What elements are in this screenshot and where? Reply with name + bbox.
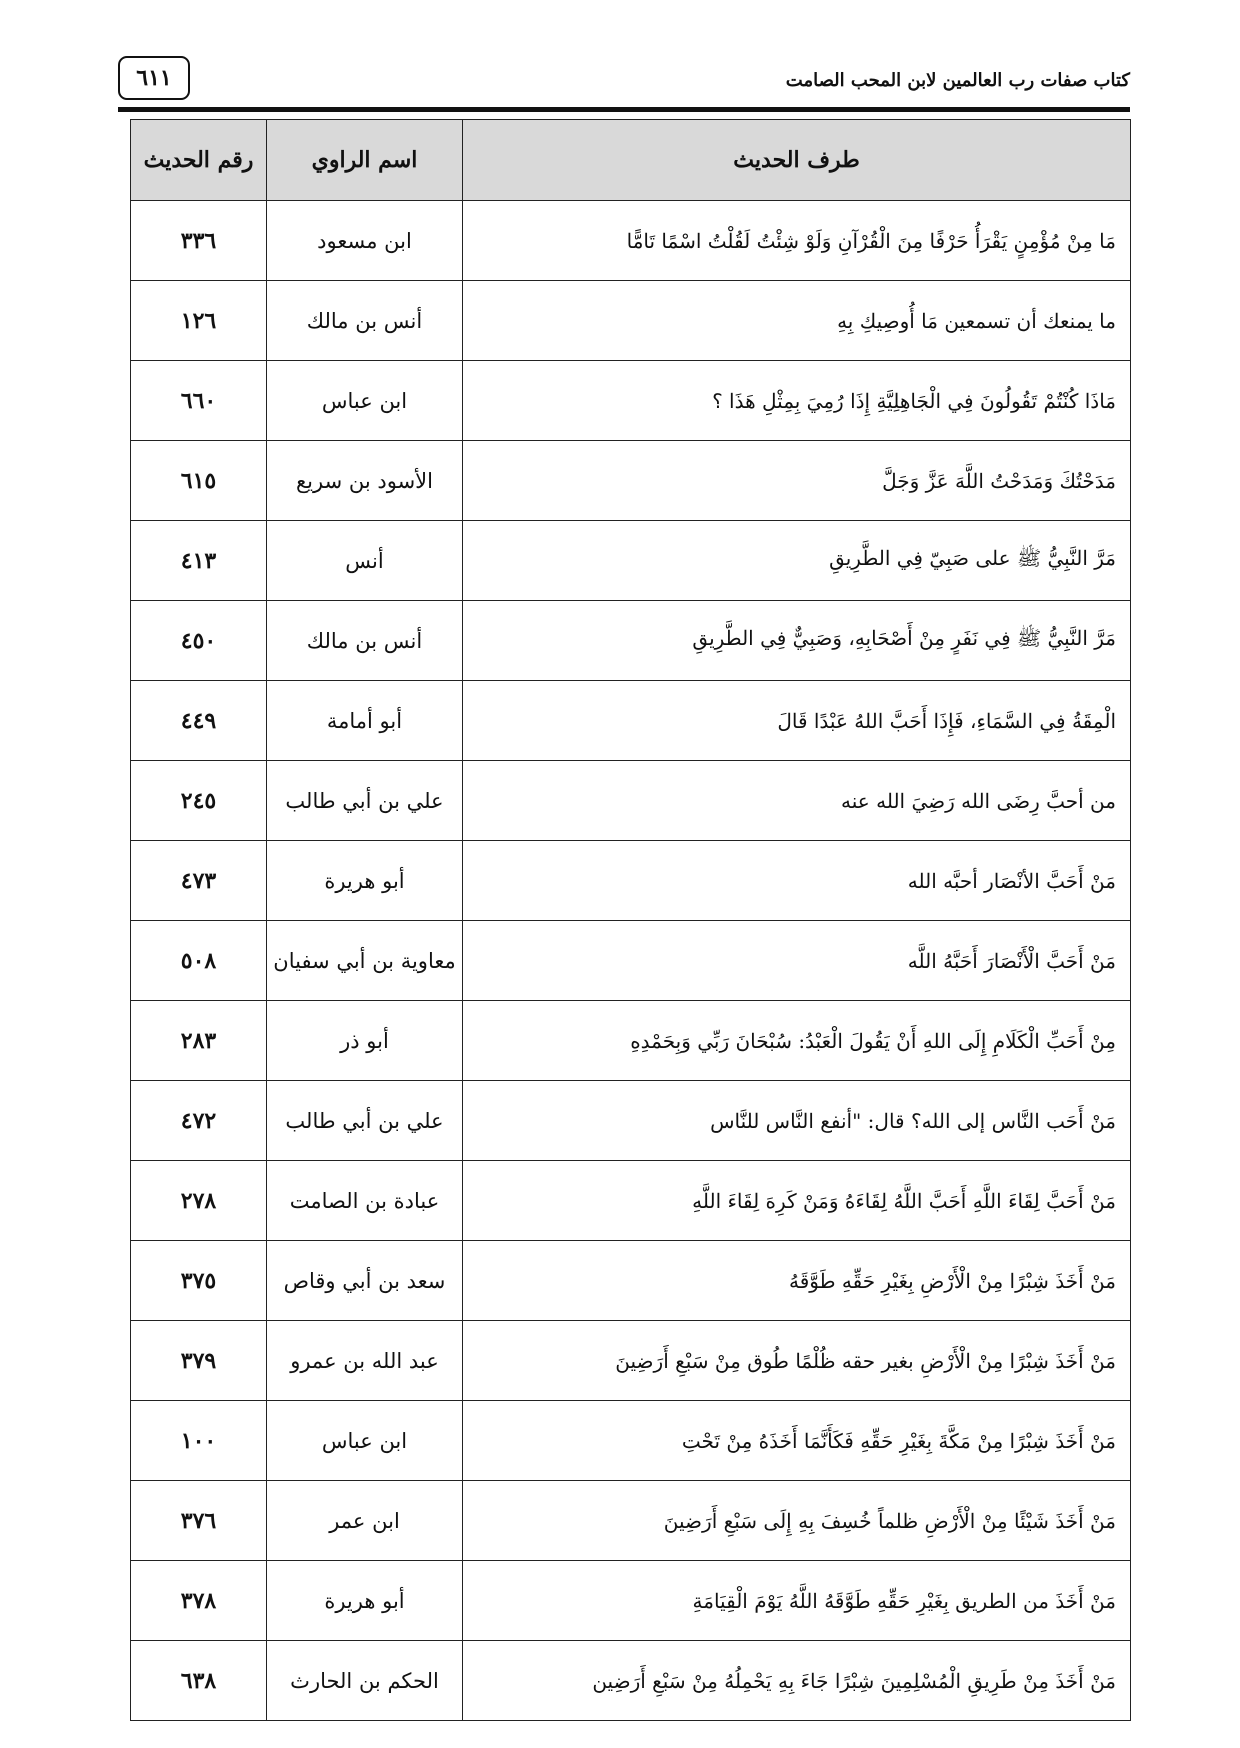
table-row [131, 1561, 1131, 1641]
narrator-cell: عبد الله بن عمرو [267, 1321, 463, 1401]
hadith-text-cell: مَنْ أَخَذَ شِبْرًا مِنْ الْأَرْضِ بغير حقه ظُلْمًا طُوق مِنْ سَبْعِ أَرَضِينَ [463, 1321, 1131, 1401]
hadith-number-cell: ٦١٥ [131, 441, 267, 521]
hadith-number-cell: ٣٧٨ [131, 1561, 267, 1641]
hadith-number-cell: ٣٧٥ [131, 1241, 267, 1321]
table-row [131, 521, 1131, 601]
narrator-cell: أبو أمامة [267, 681, 463, 761]
narrator-cell: الحكم بن الحارث [267, 1641, 463, 1721]
column-header-text: طرف الحديث [463, 120, 1131, 201]
hadith-text-cell: مَرَّ النَّبِيُّ ﷺ على صَبِيّ فِي الطَّرِيقِ [463, 521, 1131, 601]
hadith-text-cell: مَنْ أَخَذَ شَيْئًا مِنْ الْأَرْضِ ظلماً خُسِفَ بِهِ إِلَى سَبْعِ أَرَضِينَ [463, 1481, 1131, 1561]
hadith-number-cell: ٤٥٠ [131, 601, 267, 681]
narrator-cell: أنس بن مالك [267, 601, 463, 681]
table-row [131, 601, 1131, 681]
table-body [131, 201, 1131, 1721]
narrator-cell: أبو ذر [267, 1001, 463, 1081]
hadith-text-cell: مَنْ أَحَب النَّاس إلى الله؟ قال: "أنفع النَّاس للنَّاس [463, 1081, 1131, 1161]
header-rule [118, 107, 1130, 112]
page-number: ٦١١ [118, 56, 190, 100]
hadith-number-cell: ٤٤٩ [131, 681, 267, 761]
hadith-number-cell: ١٠٠ [131, 1401, 267, 1481]
hadith-number-cell: ٢٧٨ [131, 1161, 267, 1241]
table-row [131, 1161, 1131, 1241]
hadith-number-cell: ٦٣٨ [131, 1641, 267, 1721]
hadith-text-cell: مَنْ أَحَبَّ الْأَنْصَارَ أَحَبَّهُ اللَّه [463, 921, 1131, 1001]
hadith-number-cell: ٣٣٦ [131, 201, 267, 281]
hadith-number-cell: ٢٤٥ [131, 761, 267, 841]
hadith-number-cell: ٤٧٢ [131, 1081, 267, 1161]
hadith-number-cell: ٤١٣ [131, 521, 267, 601]
table-row [131, 1081, 1131, 1161]
hadith-text-cell: من أحبَّ رِضَى الله رَضِيَ الله عنه [463, 761, 1131, 841]
narrator-cell: ابن عباس [267, 1401, 463, 1481]
hadith-number-cell: ٥٠٨ [131, 921, 267, 1001]
column-header-narrator: اسم الراوي [267, 120, 463, 201]
table-row [131, 361, 1131, 441]
hadith-text-cell: مَدَحْتُكَ وَمَدَحْتُ اللَّهَ عَزَّ وَجَلَّ [463, 441, 1131, 521]
narrator-cell: الأسود بن سريع [267, 441, 463, 521]
hadith-number-cell: ٢٨٣ [131, 1001, 267, 1081]
table-row [131, 441, 1131, 521]
hadith-text-cell: مَنْ أَحَبَّ الأنْصَار أحبَّه الله [463, 841, 1131, 921]
narrator-cell: علي بن أبي طالب [267, 761, 463, 841]
hadith-text-cell: مَنْ أَخَذَ مِنْ طَرِيقِ الْمُسْلِمِينَ شِبْرًا جَاءَ بِهِ يَحْمِلُهُ مِنْ سَبْعِ أَرَضِين [463, 1641, 1131, 1721]
hadith-number-cell: ١٢٦ [131, 281, 267, 361]
hadith-text-cell: مَنْ أَخَذَ من الطريق بِغَيْرِ حَقِّهِ طَوَّقَهُ اللَّهُ يَوْمَ الْقِيَامَةِ [463, 1561, 1131, 1641]
narrator-cell: معاوية بن أبي سفيان [267, 921, 463, 1001]
hadith-index-table [130, 119, 1131, 1721]
hadith-text-cell: مَاذَا كُنْتُمْ تَقُولُونَ فِي الْجَاهِلِيَّةِ إِذَا رُمِيَ بِمِثْلِ هَذَا ؟ [463, 361, 1131, 441]
table-row [131, 921, 1131, 1001]
table-row [131, 1641, 1131, 1721]
narrator-cell: عبادة بن الصامت [267, 1161, 463, 1241]
narrator-cell: أنس [267, 521, 463, 601]
narrator-cell: سعد بن أبي وقاص [267, 1241, 463, 1321]
book-title: كتاب صفات رب العالمين لابن المحب الصامت [785, 70, 1130, 91]
table-row [131, 1481, 1131, 1561]
table-row [131, 1321, 1131, 1401]
hadith-text-cell: مَنْ أَخَذَ شِبْرًا مِنْ الْأَرْضِ بِغَيْرِ حَقِّهِ طَوَّقَهُ [463, 1241, 1131, 1321]
narrator-cell: أبو هريرة [267, 1561, 463, 1641]
hadith-text-cell: مَا مِنْ مُؤْمِنٍ يَقْرَأُ حَرْفًا مِنَ الْقُرْآنِ وَلَوْ شِئْتُ لَقُلْتُ اسْمًا تَامًّا [463, 201, 1131, 281]
table-row [131, 841, 1131, 921]
narrator-cell: ابن عباس [267, 361, 463, 441]
table-row [131, 201, 1131, 281]
hadith-text-cell: مِنْ أَحَبِّ الْكَلَامِ إِلَى اللهِ أَنْ يَقُولَ الْعَبْدُ: سُبْحَانَ رَبِّي وَبِحَمْدِهِ [463, 1001, 1131, 1081]
table-row [131, 281, 1131, 361]
hadith-text-cell: مَنْ أَخَذَ شِبْرًا مِنْ مَكَّةَ بِغَيْرِ حَقِّهِ فَكَأَنَّمَا أَخَذَهُ مِنْ تَحْتِ [463, 1401, 1131, 1481]
narrator-cell: ابن عمر [267, 1481, 463, 1561]
table-header-row [131, 120, 1131, 201]
hadith-number-cell: ٣٧٦ [131, 1481, 267, 1561]
table-row [131, 761, 1131, 841]
narrator-cell: ابن مسعود [267, 201, 463, 281]
hadith-text-cell: مَرَّ النَّبِيُّ ﷺ فِي نَفَرٍ مِنْ أَصْحَابِهِ، وَصَبِيٌّ فِي الطَّرِيقِ [463, 601, 1131, 681]
hadith-text-cell: ما يمنعك أن تسمعين مَا أُوصِيكِ بِهِ [463, 281, 1131, 361]
page-header [118, 56, 1130, 108]
narrator-cell: أنس بن مالك [267, 281, 463, 361]
table-row [131, 1401, 1131, 1481]
hadith-number-cell: ٦٦٠ [131, 361, 267, 441]
table-row [131, 1001, 1131, 1081]
table-row [131, 1241, 1131, 1321]
hadith-text-cell: الْمِقَةُ فِي السَّمَاءِ، فَإِذَا أَحَبَّ اللهُ عَبْدًا قَالَ [463, 681, 1131, 761]
hadith-number-cell: ٣٧٩ [131, 1321, 267, 1401]
hadith-text-cell: مَنْ أَحَبَّ لِقَاءَ اللَّهِ أَحَبَّ اللَّهُ لِقَاءَهُ وَمَنْ كَرِهَ لِقَاءَ اللَّهِ [463, 1161, 1131, 1241]
table-row [131, 681, 1131, 761]
hadith-number-cell: ٤٧٣ [131, 841, 267, 921]
narrator-cell: أبو هريرة [267, 841, 463, 921]
narrator-cell: علي بن أبي طالب [267, 1081, 463, 1161]
column-header-number: رقم الحديث [131, 120, 267, 201]
